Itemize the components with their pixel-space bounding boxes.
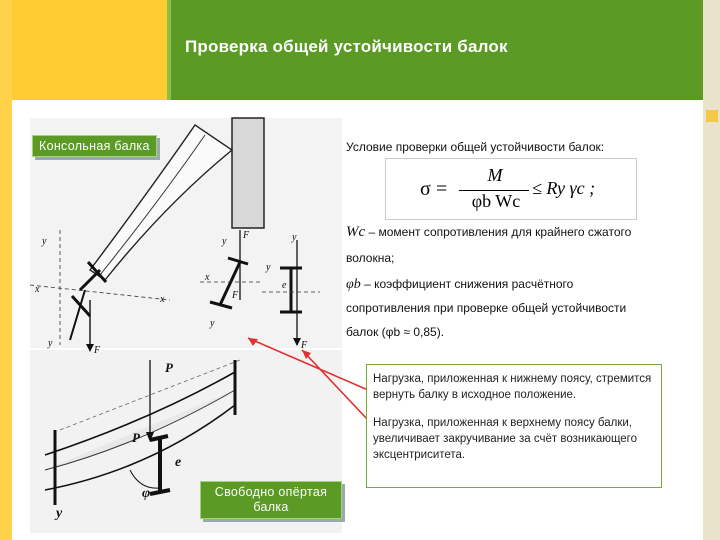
label-y: y — [210, 318, 215, 329]
label-f: F — [94, 345, 101, 356]
wc-definition-cont: волокна; — [346, 251, 395, 265]
simple-beam-web — [45, 390, 235, 470]
console-axis-x — [30, 285, 170, 300]
label-x: x — [205, 272, 210, 283]
wc-text: – момент сопротивления для крайнего сжатого — [365, 225, 632, 239]
phi-definition-cont: сопротивления при проверке общей устойчивости — [346, 301, 627, 315]
label-f: F — [301, 340, 308, 351]
phi-definition-value: балок (φb ≈ 0,85). — [346, 325, 445, 339]
simple-section — [150, 436, 170, 494]
stability-formula — [385, 158, 637, 220]
pointer-arrow-lower — [248, 338, 368, 390]
label-x: x — [35, 284, 40, 295]
note-lower-flange: Нагрузка, приложенная к нижнему поясу, стремится вернуть балку в исходное положение. — [373, 373, 652, 401]
label-y: y — [266, 262, 271, 273]
label-e: e — [282, 280, 287, 291]
label-y: y — [42, 236, 47, 247]
wc-symbol: Wc — [346, 224, 366, 240]
simple-beam-bottom — [45, 405, 235, 490]
label-x: x — [160, 294, 165, 305]
label-y: y — [222, 236, 227, 247]
simple-beam-label: Свободно опёртая балка — [200, 481, 342, 519]
note-upper-flange: Нагрузка, приложенная к верхнему поясу балки, увеличивает закручивание за счёт возникающего эксцентриситета. — [373, 417, 638, 461]
formula-rhs: ≤ Ry γc ; — [532, 178, 596, 198]
console-force-arrow — [86, 344, 94, 352]
simple-beam-top — [45, 372, 235, 455]
middle-section — [210, 258, 248, 308]
label-p: P — [132, 430, 140, 445]
label-y: y — [56, 506, 63, 521]
label-e: e — [175, 455, 182, 470]
label-f: F — [232, 290, 239, 301]
label-f: F — [243, 230, 250, 241]
condition-heading: Условие проверки общей устойчивости балок: — [346, 140, 605, 154]
wc-definition — [346, 224, 631, 240]
formula-sigma: σ — [420, 178, 431, 200]
label-phi: φ — [142, 486, 151, 501]
phi-text: – коэффициент снижения расчётного — [360, 277, 574, 291]
label-y: y — [48, 338, 53, 349]
label-p: P — [165, 360, 173, 375]
phi-definition — [346, 276, 573, 293]
load-note-box — [366, 364, 662, 488]
formula-denominator: φb Wc — [471, 191, 521, 211]
label-y: y — [292, 232, 297, 243]
phi-symbol: φb — [346, 277, 361, 292]
formula-numerator: M — [487, 165, 503, 185]
wall-support — [232, 118, 264, 228]
page-title: Проверка общей устойчивости балок — [185, 37, 508, 56]
formula-equals: = — [436, 178, 448, 200]
right-force-arrow — [293, 338, 301, 346]
console-beam-label: Консольная балка — [32, 135, 157, 157]
